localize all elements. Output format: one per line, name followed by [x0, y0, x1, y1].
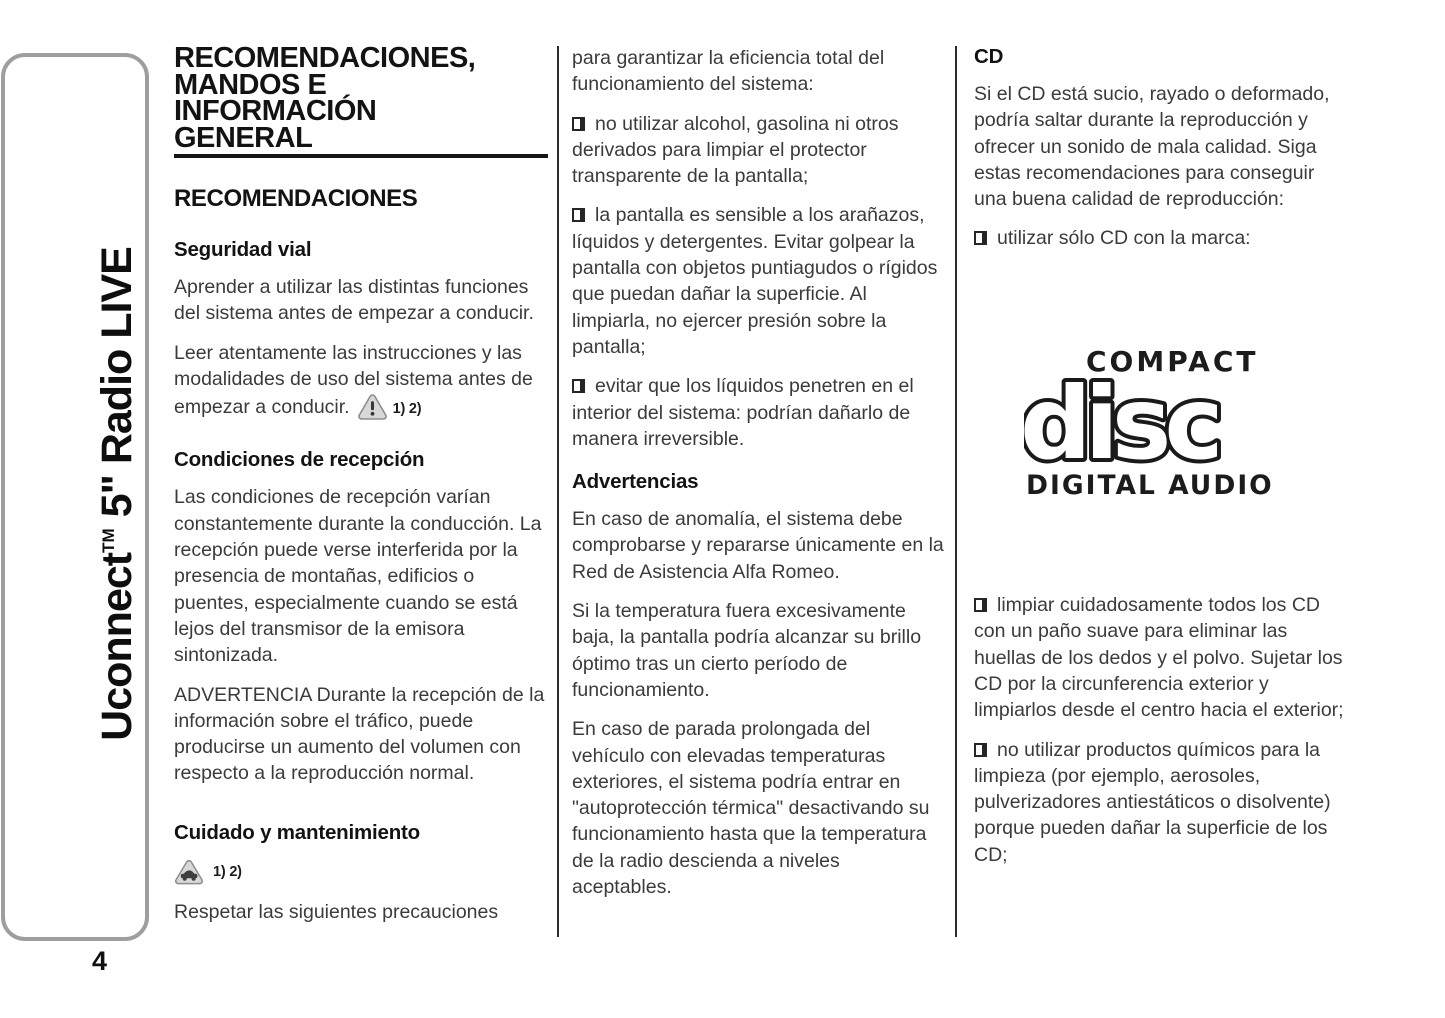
- page-number: 4: [92, 946, 108, 976]
- paragraph: Si la temperatura fuera excesivamente baja, la pantalla podría alcanzar su brillo óptimo tras un cierto período de funcionamiento.: [572, 600, 922, 701]
- section-heading: RECOMENDACIONES: [174, 185, 418, 212]
- trademark-symbol: TM: [99, 528, 118, 553]
- paragraph: Las condiciones de recepción varían constantemente durante la conducción. La recepción puede verse interferida por la presencia de montañas, edificios o puentes, especialmente cuando se está lejos del transmisor de la emisora sintonizada.: [174, 486, 542, 667]
- paragraph: En caso de anomalía, el sistema debe comprobarse y repararse únicamente en la Red de Asistencia Alfa Romeo.: [572, 508, 944, 583]
- square-bullet-icon: [572, 379, 585, 393]
- chapter-title: [174, 42, 548, 154]
- chapter-title-line: GENERAL: [174, 121, 313, 154]
- paragraph: ADVERTENCIA Durante la recepción de la información sobre el tráfico, puede producirse un aumento del volumen con respecto a la reproducción normal.: [174, 683, 545, 785]
- square-bullet-icon: [974, 231, 987, 245]
- reference-notes: 1) 2): [213, 863, 242, 880]
- chapter-title-line: MANDOS E: [174, 68, 327, 101]
- paragraph: Respetar las siguientes precauciones: [174, 900, 499, 923]
- chapter-title-line: RECOMENDACIONES,: [174, 42, 476, 74]
- bullet-text: limpiar cuidadosamente todos los CD con un paño suave para eliminar las huellas de los dedos y el polvo. Sujetar los CD por la circunferencia exterior y limpiarlos desde el centro hacia el exterior;: [974, 594, 1344, 722]
- paragraph-with-icon: [174, 340, 548, 423]
- cd-logo-disc-text: disc: [1024, 364, 1217, 482]
- square-bullet-icon: [974, 598, 987, 612]
- subsection-heading-cd: CD: [974, 45, 1004, 68]
- square-bullet-icon: [974, 743, 987, 757]
- bullet-item: [974, 592, 1348, 723]
- paragraph: En caso de parada prolongada del vehículo con elevadas temperaturas exteriores, el sistema podría entrar en "autoprotección térmica" desactivando su funcionamiento hasta que la temperatura de la radio descienda a niveles aceptables.: [572, 718, 930, 899]
- paragraph: para garantizar la eficiencia total del funcionamiento del sistema:: [572, 47, 885, 96]
- cd-logo-compact-text: COMPACT: [1086, 344, 1259, 378]
- column-2: [572, 45, 944, 913]
- warning-triangle-icon: [357, 392, 388, 421]
- bullet-text: no utilizar productos químicos para la limpieza (por ejemplo, aerosoles, pulverizadores antiestáticos o disolvente) porque pueden dañar la superficie de los CD;: [974, 738, 1331, 866]
- title-rule: [174, 154, 548, 158]
- subsection-heading-seguridad-vial: Seguridad vial: [174, 238, 312, 261]
- column-1: [174, 42, 548, 938]
- bullet-item: [572, 111, 944, 190]
- chapter-title-line: INFORMACIÓN: [174, 95, 377, 127]
- bullet-text: no utilizar alcohol, gasolina ni otros derivados para limpiar el protector transparente de la pantalla;: [572, 112, 899, 188]
- square-bullet-icon: [572, 208, 585, 222]
- column-3: [974, 45, 1348, 881]
- subsection-heading-advertencias: Advertencias: [572, 470, 699, 494]
- car-care-icon: [174, 858, 204, 885]
- bullet-item: [572, 373, 944, 452]
- subsection-heading-cuidado: Cuidado y mantenimiento: [174, 820, 420, 844]
- bullet-item: [974, 737, 1348, 868]
- reference-notes: 1) 2): [392, 401, 422, 418]
- paragraph: Si el CD está sucio, rayado o deformado, podría saltar durante la reproducción y ofrecer un sonido de mala calidad. Siga estas recomendaciones para conseguir una buena calidad de reproducción:: [974, 83, 1330, 211]
- bullet-item: [974, 225, 1348, 251]
- compact-disc-digital-audio-logo: [1024, 341, 1284, 501]
- cd-logo-digital-audio-text: DIGITAL AUDIO: [1026, 469, 1274, 501]
- paragraph-text: Leer atentamente las instrucciones y las modalidades de uso del sistema antes de empezar a conducir.: [174, 341, 533, 419]
- sidebar-title-brand: Uconnect: [93, 552, 141, 741]
- column-divider-right: [955, 46, 957, 937]
- square-bullet-icon: [572, 117, 585, 131]
- paragraph: Aprender a utilizar las distintas funciones del sistema antes de empezar a conducir.: [174, 276, 534, 325]
- bullet-text: la pantalla es sensible a los arañazos, líquidos y detergentes. Evitar golpear la pantalla con objetos puntiagudos o rígidos que puedan dañar la superficie. Al limpiarla, no ejercer presión sobre la pantalla;: [572, 204, 938, 358]
- column-divider-left: [557, 46, 559, 937]
- bullet-text: evitar que los líquidos penetren en el interior del sistema: podrían dañarlo de manera irreversible.: [572, 375, 914, 450]
- subsection-heading-condiciones: Condiciones de recepción: [174, 448, 425, 472]
- bullet-text: utilizar sólo CD con la marca:: [997, 227, 1251, 250]
- sidebar-vertical-title: [77, 199, 141, 789]
- bullet-item: [572, 202, 944, 360]
- sidebar-title-rest: 5" Radio LIVE: [93, 247, 141, 529]
- care-icon-row: [174, 857, 548, 887]
